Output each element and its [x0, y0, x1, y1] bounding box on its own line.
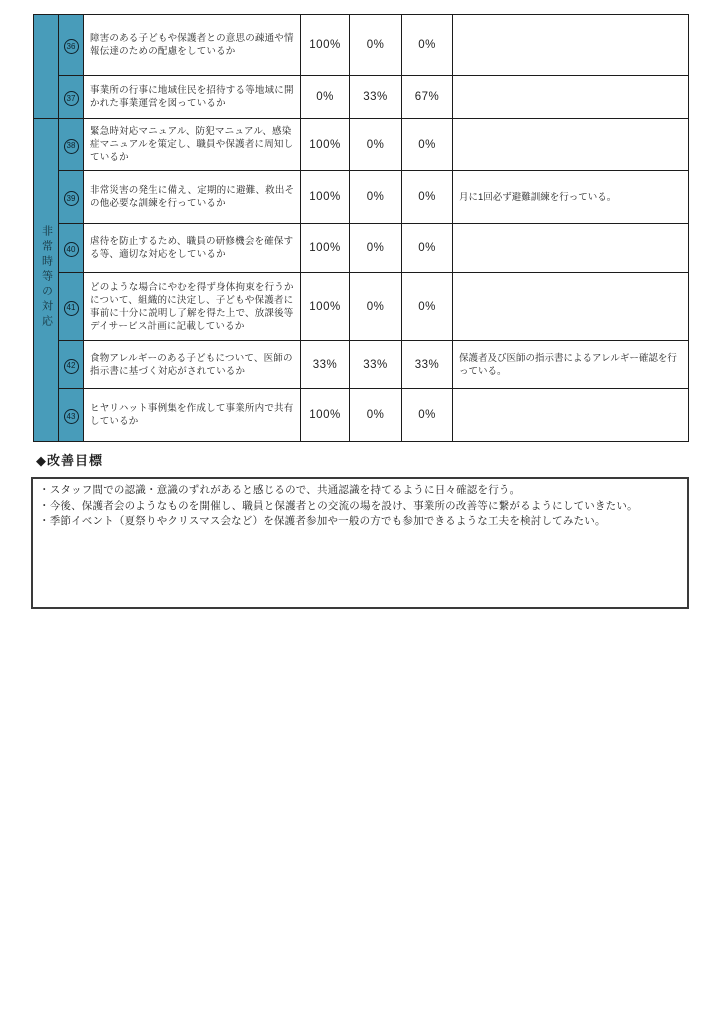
percent-value-1: 100%	[301, 15, 350, 76]
question-text: 事業所の行事に地域住民を招待する等地域に開かれた事業運営を図っているか	[84, 76, 301, 119]
table-row	[34, 341, 689, 389]
percent-value-1: 33%	[301, 341, 350, 389]
comment-text	[453, 389, 689, 442]
table-row	[34, 389, 689, 442]
item-number-badge: 43	[64, 409, 79, 424]
table-row	[34, 15, 689, 76]
improvement-goal-item: ・季節イベント（夏祭りやクリスマス会など）を保護者参加や一般の方でも参加できるような工夫を検討してみたい。	[39, 515, 606, 527]
item-number-cell	[59, 389, 84, 442]
item-number-badge: 41	[64, 301, 79, 316]
question-text: 食物アレルギーのある子どもについて、医師の指示書に基づく対応がされているか	[84, 341, 301, 389]
percent-value-1: 100%	[301, 171, 350, 224]
question-text: 非常災害の発生に備え、定期的に避難、救出その他必要な訓練を行っているか	[84, 171, 301, 224]
question-text: どのような場合にやむを得ず身体拘束を行うかについて、組織的に決定し、子どもや保護者に事前に十分に説明し了解を得た上で、放課後等デイサービス計画に記載しているか	[84, 273, 301, 341]
percent-value-2: 0%	[350, 171, 402, 224]
question-text: 虐待を防止するため、職員の研修機会を確保する等、適切な対応をしているか	[84, 224, 301, 273]
percent-value-1: 100%	[301, 273, 350, 341]
item-number-cell	[59, 171, 84, 224]
evaluation-table	[33, 14, 689, 442]
table-row	[34, 171, 689, 224]
item-number-cell	[59, 273, 84, 341]
comment-text: 保護者及び医師の指示書によるアレルギー確認を行っている。	[453, 341, 689, 389]
percent-value-3: 0%	[402, 224, 453, 273]
item-number-badge: 37	[64, 91, 79, 106]
percent-value-3: 0%	[402, 171, 453, 224]
table-row	[34, 119, 689, 171]
item-number-cell	[59, 119, 84, 171]
percent-value-2: 0%	[350, 224, 402, 273]
percent-value-3: 67%	[402, 76, 453, 119]
item-number-badge: 42	[64, 359, 79, 374]
percent-value-2: 33%	[350, 76, 402, 119]
item-number-cell	[59, 15, 84, 76]
percent-value-3: 0%	[402, 119, 453, 171]
percent-value-1: 100%	[301, 119, 350, 171]
percent-value-1: 100%	[301, 224, 350, 273]
item-number-cell	[59, 76, 84, 119]
percent-value-2: 0%	[350, 273, 402, 341]
item-number-badge: 40	[64, 242, 79, 257]
improvement-goals-box	[31, 477, 689, 609]
percent-value-3: 0%	[402, 389, 453, 442]
percent-value-2: 33%	[350, 341, 402, 389]
table-row	[34, 76, 689, 119]
percent-value-1: 100%	[301, 389, 350, 442]
improvement-goal-item: ・今後、保護者会のようなものを開催し、職員と保護者との交流の場を設け、事業所の改善等に繋がるようにしていきたい。	[39, 499, 638, 512]
comment-text	[453, 76, 689, 119]
category-label-emergency: 非常時等の対応	[40, 225, 53, 330]
comment-text	[453, 273, 689, 341]
percent-value-2: 0%	[350, 15, 402, 76]
question-text: ヒヤリハット事例集を作成して事業所内で共有しているか	[84, 389, 301, 442]
item-number-badge: 39	[64, 191, 79, 206]
item-number-cell	[59, 224, 84, 273]
question-text: 緊急時対応マニュアル、防犯マニュアル、感染症マニュアルを策定し、職員や保護者に周知しているか	[84, 119, 301, 171]
comment-text	[453, 119, 689, 171]
percent-value-2: 0%	[350, 119, 402, 171]
comment-text: 月に1回必ず避難訓練を行っている。	[453, 171, 689, 224]
item-number-badge: 38	[64, 139, 79, 154]
improvement-goals-heading: ◆改善目標	[36, 453, 103, 468]
comment-text	[453, 224, 689, 273]
item-number-badge: 36	[64, 39, 79, 54]
percent-value-2: 0%	[350, 389, 402, 442]
question-text: 障害のある子どもや保護者との意思の疎通や情報伝達のための配慮をしているか	[84, 15, 301, 76]
category-cell-top	[34, 15, 59, 119]
percent-value-1: 0%	[301, 76, 350, 119]
percent-value-3: 33%	[402, 341, 453, 389]
improvement-goal-item: ・スタッフ間での認識・意識のずれがあると感じるので、共通認識を持てるように日々確認を行う。	[39, 484, 521, 496]
percent-value-3: 0%	[402, 273, 453, 341]
category-cell-emergency	[34, 119, 59, 442]
percent-value-3: 0%	[402, 15, 453, 76]
comment-text	[453, 15, 689, 76]
table-row	[34, 224, 689, 273]
table-row	[34, 273, 689, 341]
item-number-cell	[59, 341, 84, 389]
